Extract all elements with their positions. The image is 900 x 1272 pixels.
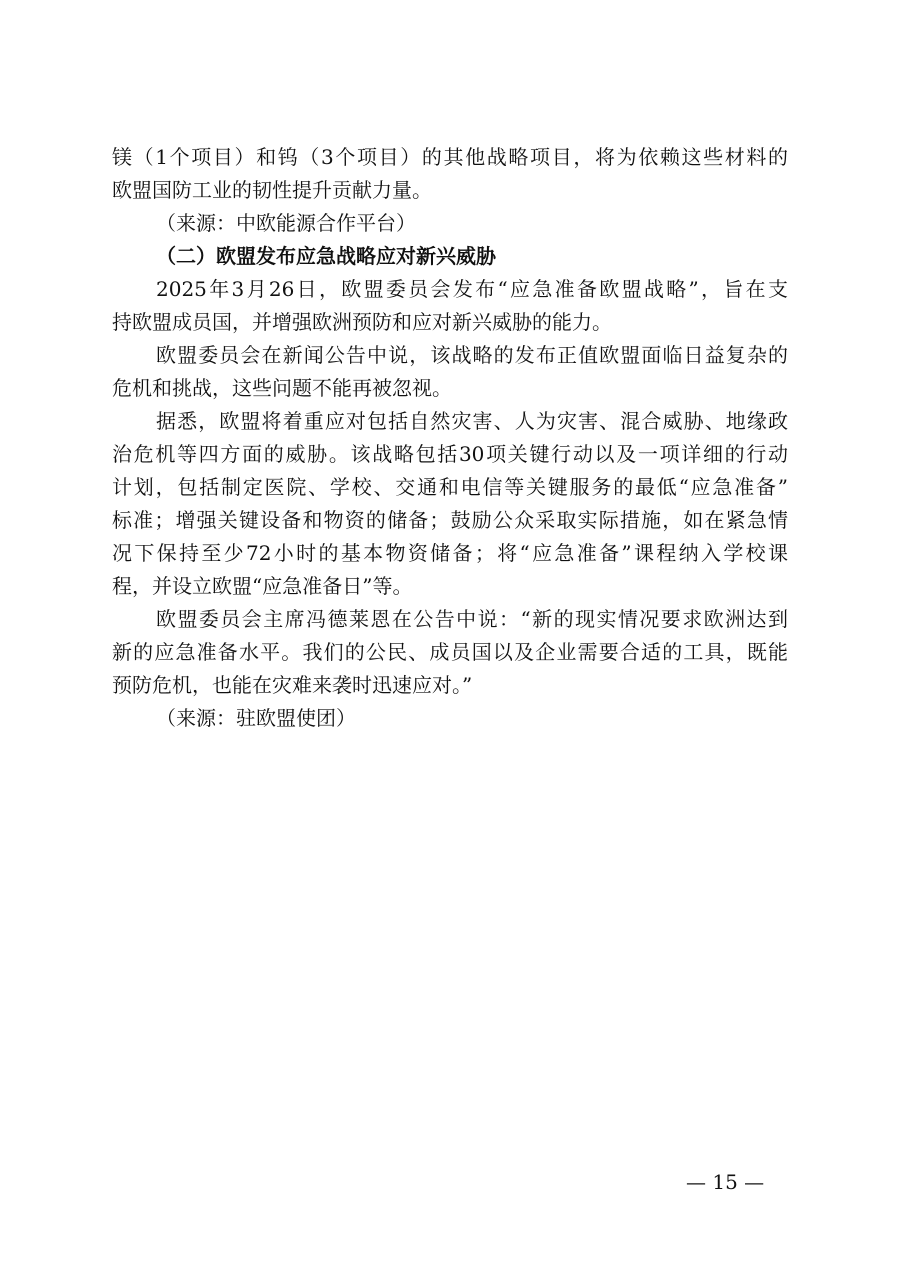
- page-number: — 15 —: [686, 1170, 765, 1194]
- source-note: （来源：中欧能源合作平台）: [156, 211, 416, 235]
- body-line: 欧盟委员会主席冯德莱恩在公告中说：“新的现实情况要求欧洲达到: [156, 607, 788, 631]
- document-body: [112, 141, 788, 735]
- body-line: 程，并设立欧盟“应急准备日”等。: [112, 574, 413, 598]
- body-line: 况下保持至少72小时的基本物资储备；将“应急准备”课程纳入学校课: [112, 541, 788, 565]
- body-line: 据悉，欧盟将着重应对包括自然灾害、人为灾害、混合威胁、地缘政: [156, 409, 788, 433]
- body-line: 欧盟委员会在新闻公告中说，该战略的发布正值欧盟面临日益复杂的: [156, 343, 788, 367]
- body-line: 2025年3月26日，欧盟委员会发布“应急准备欧盟战略”，旨在支: [156, 277, 788, 301]
- body-line: 计划，包括制定医院、学校、交通和电信等关键服务的最低“应急准备”: [112, 475, 788, 499]
- body-line: 新的应急准备水平。我们的公民、成员国以及企业需要合适的工具，既能: [112, 640, 788, 664]
- body-line: 镁（1个项目）和钨（3个项目）的其他战略项目，将为依赖这些材料的: [112, 145, 788, 169]
- body-line: 持欧盟成员国，并增强欧洲预防和应对新兴威胁的能力。: [112, 310, 612, 334]
- source-note: （来源：驻欧盟使团）: [156, 706, 356, 730]
- body-line: 预防危机，也能在灾难来袭时迅速应对。”: [112, 673, 473, 697]
- body-line: 危机和挑战，这些问题不能再被忽视。: [112, 376, 452, 400]
- section-heading: （二）欧盟发布应急战略应对新兴威胁: [156, 244, 496, 268]
- body-line: 标准；增强关键设备和物资的储备；鼓励公众采取实际措施，如在紧急情: [112, 508, 788, 532]
- body-line: 治危机等四方面的威胁。该战略包括30项关键行动以及一项详细的行动: [112, 442, 788, 466]
- body-line: 欧盟国防工业的韧性提升贡献力量。: [112, 178, 432, 202]
